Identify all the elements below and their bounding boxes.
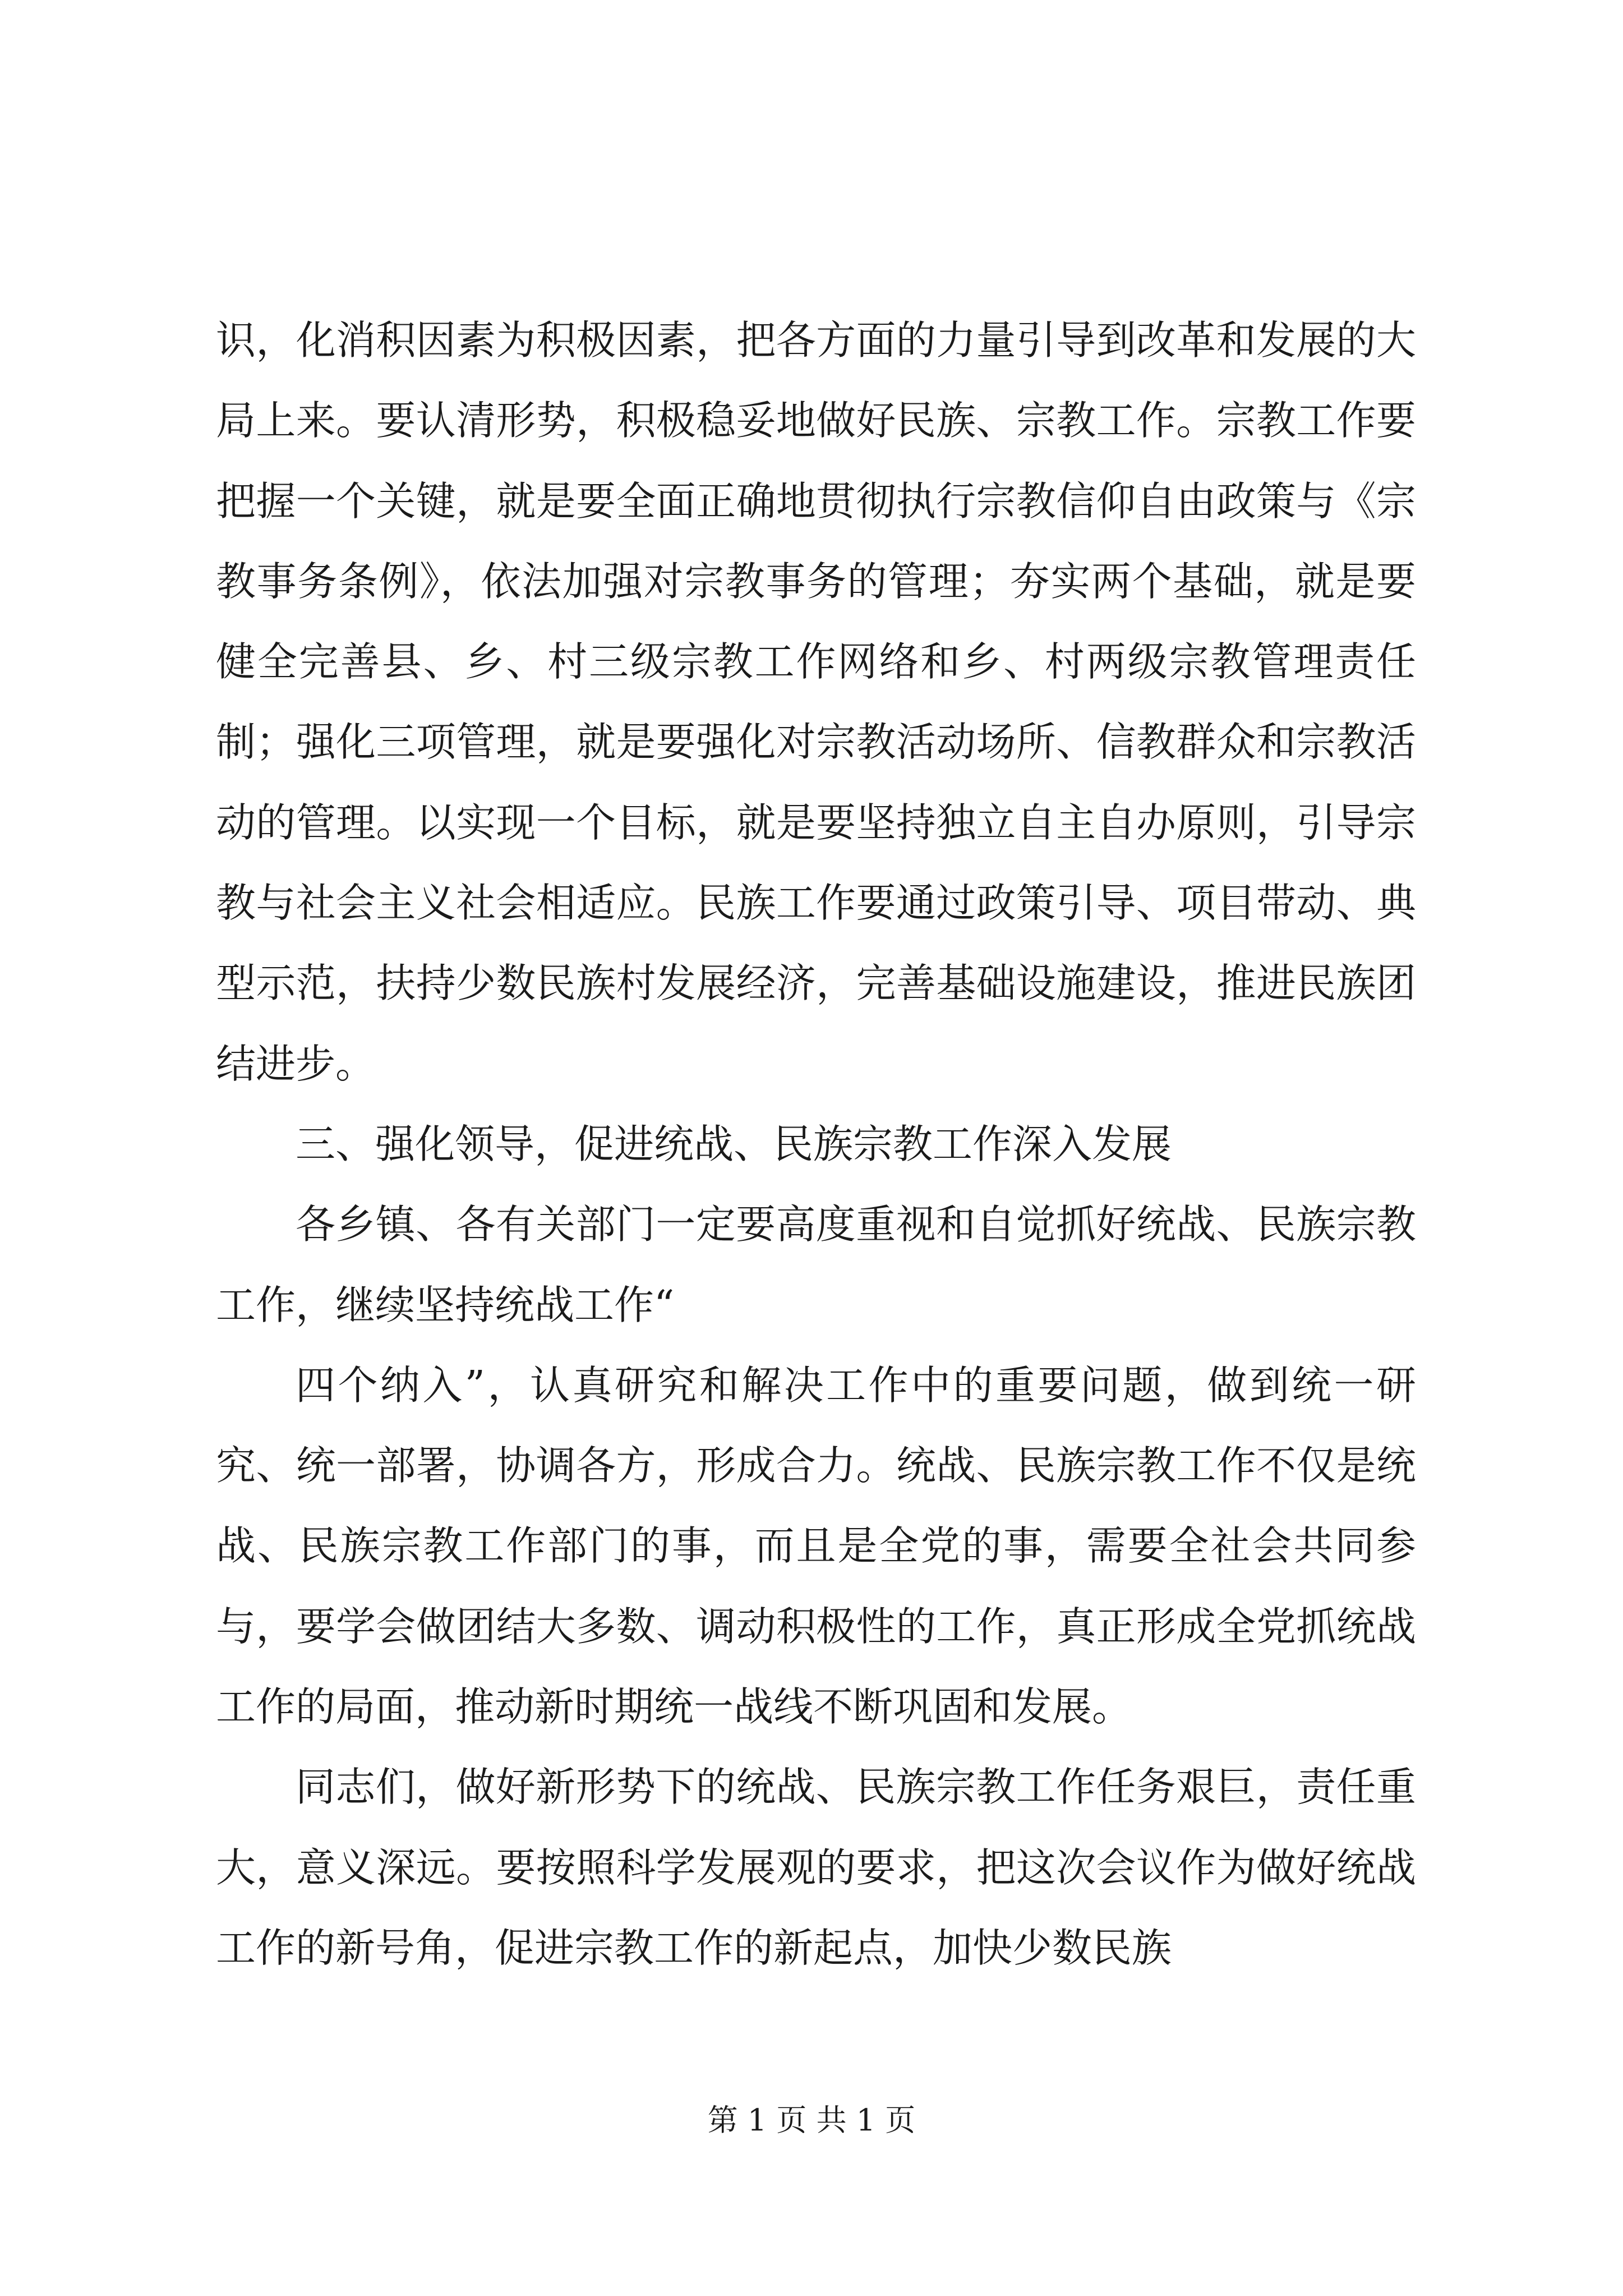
- paragraph: 各乡镇、各有关部门一定要高度重视和自觉抓好统战、民族宗教工作，继续坚持统战工作“: [216, 1201, 1416, 1328]
- paragraph: 同志们，做好新形势下的统战、民族宗教工作任务艰巨，责任重大，意义深远。要按照科学发展观的要求，把这次会议作为做好统战工作的新号角，促进宗教工作的新起点，加快少数民族: [216, 1764, 1416, 1971]
- section-heading: 三、强化领导，促进统战、民族宗教工作深入发展: [296, 1120, 1172, 1167]
- paragraph: 四个纳入”，认真研究和解决工作中的重要问题，做到统一研究、统一部署，协调各方，形成合力。统战、民族宗教工作不仅是统战、民族宗教工作部门的事，而且是全党的事，需要全社会共同参与，要学会做团结大多数、调动积极性的工作，真正形成全党抓统战工作的局面，推动新时期统一战线不断巩固和发展。: [216, 1361, 1416, 1731]
- paragraph-continuation: 识，化消积因素为积极因素，把各方面的力量引导到改革和发展的大局上来。要认清形势，积极稳妥地做好民族、宗教工作。宗教工作要把握一个关键，就是要全面正确地贯彻执行宗教信仰自由政策与《宗教事务条例》，依法加强对宗教事务的管理；夯实两个基础，就是要健全完善县、乡、村三级宗教工作网络和乡、村两级宗教管理责任制；强化三项管理，就是要强化对宗教活动场所、信教群众和宗教活动的管理。以实现一个目标，就是要坚持独立自主自办原则，引导宗教与社会主义社会相适应。民族工作要通过政策引导、项目带动、典型示范，扶持少数民族村发展经济，完善基础设施建设，推进民族团结进步。: [216, 317, 1416, 1087]
- page-footer: 第 1 页 共 1 页: [707, 2102, 916, 2138]
- document-body: [216, 300, 1416, 1988]
